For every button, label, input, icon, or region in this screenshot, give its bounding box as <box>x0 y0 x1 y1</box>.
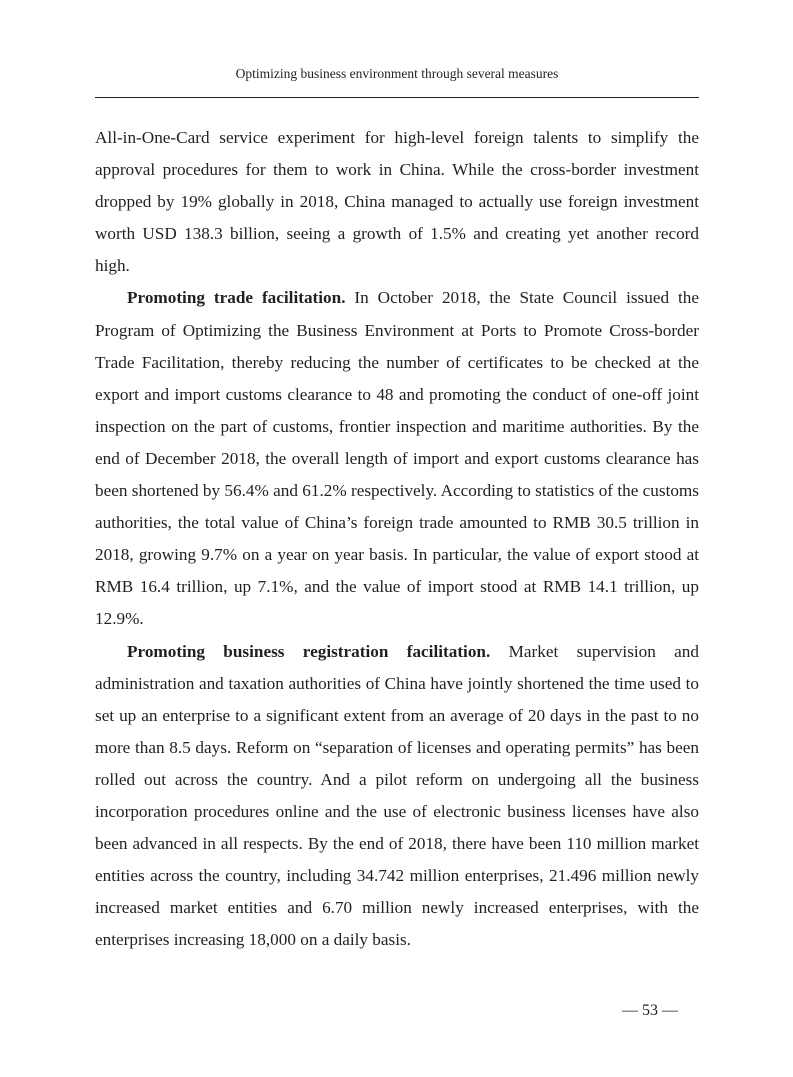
paragraph-business-registration <box>95 636 699 957</box>
body-text <box>95 122 699 956</box>
paragraph-trade-facilitation <box>95 282 699 635</box>
paragraph-text: In October 2018, the State Council issued the Program of Optimizing the Business Environment at Ports to Promote Cross-border Trade Facilitation, thereby reducing the number of certificates to be checked at the export and import customs clearance to 48 and promoting the conduct of one-off joint inspection on the part of customs, frontier inspection and maritime authorities. By the end of December 2018, the overall length of import and export customs clearance has been shortened by 56.4% and 61.2% respectively. According to statistics of the customs authorities, the total value of China’s foreign trade amounted to RMB 30.5 trillion in 2018, growing 9.7% on a year on year basis. In particular, the value of export stood at RMB 16.4 trillion, up 7.1%, and the value of import stood at RMB 14.1 trillion, up 12.9%. <box>95 288 699 629</box>
paragraph-continuation <box>95 122 699 282</box>
running-header: Optimizing business environment through several measures <box>235 66 559 81</box>
header-divider <box>95 97 699 98</box>
paragraph-text: Market supervision and administration and taxation authorities of China have jointly shortened the time used to set up an enterprise to a significant extent from an average of 20 days in the past to no more than 8.5 days. Reform on “separation of licenses and operating permits” has been rolled out across the country. And a pilot reform on undergoing all the business incorporation procedures online and the use of electronic business licenses have also been advanced in all respects. By the end of 2018, there have been 110 million market entities across the country, including 34.742 million enterprises, 21.496 million newly increased market entities and 6.70 million newly increased enterprises, with the enterprises increasing 18,000 on a daily basis. <box>95 641 699 950</box>
paragraph-text: All-in-One-Card service experiment for high-level foreign talents to simplify the approval procedures for them to work in China. While the cross-border investment dropped by 19% globally in 2018, China managed to actually use foreign investment worth USD 138.3 billion, seeing a growth of 1.5% and creating yet another record high. <box>95 128 699 276</box>
paragraph-heading: Promoting business registration facilitation. <box>127 641 491 661</box>
paragraph-heading: Promoting trade facilitation. <box>127 288 346 308</box>
page-number: — 53 — <box>622 1002 678 1019</box>
